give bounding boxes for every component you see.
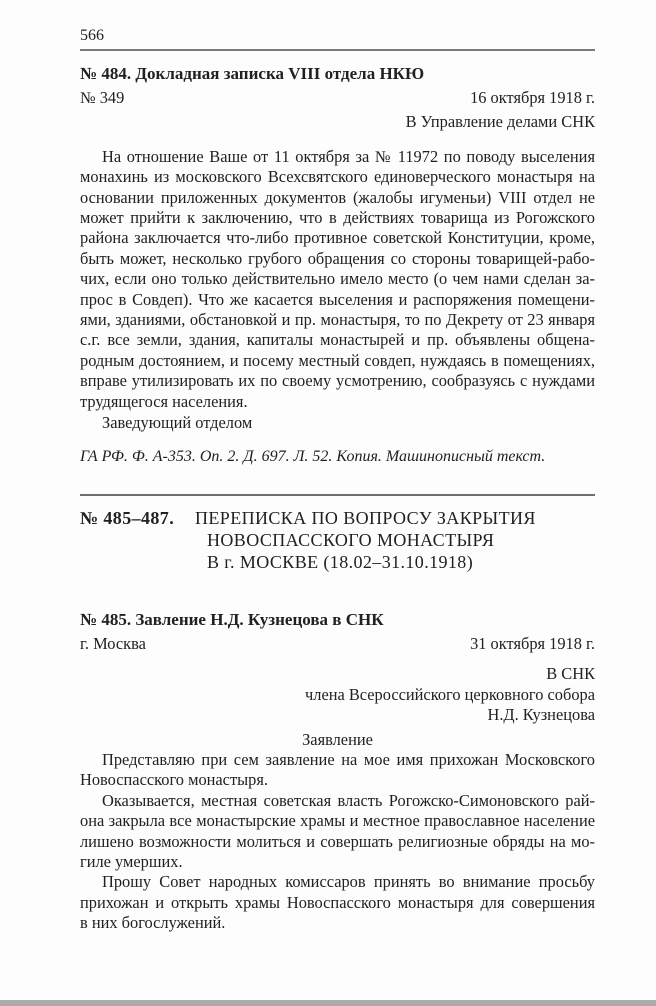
doc-485-meta-row bbox=[80, 634, 595, 654]
text-line: гиле умерших. bbox=[80, 851, 183, 871]
text-line: основании приложенных документов (жалобы игуменьи) VIII отдел не bbox=[80, 187, 595, 207]
doc-484-number: № 349 bbox=[80, 88, 125, 107]
text-line: Прошу Совет народных комиссаров принять во внимание просьбу bbox=[102, 872, 595, 892]
text-line: ями, зданиями, обстановкой и пр. монастыря, то по Декрету от 23 января bbox=[80, 310, 595, 330]
text-line: вправе утилизировать их по своему усмотрению, сообразуясь с нуждами bbox=[80, 371, 595, 391]
doc-485-paragraph-3 bbox=[80, 872, 595, 933]
doc-485-addressee bbox=[80, 664, 595, 725]
doc-485-paragraph-2 bbox=[80, 791, 595, 873]
text-line: быть может, несколько грубого обращения со стороны товарищей-рабо- bbox=[80, 248, 595, 268]
doc-485-place: г. Москва bbox=[80, 633, 146, 653]
text-line: с.г. все земли, здания, капиталы монастырей и пр. объявлены общена- bbox=[80, 330, 595, 350]
doc-484-meta-row bbox=[80, 88, 595, 108]
text-line: трудящегося населения. bbox=[80, 391, 248, 411]
doc-484-archive-reference: ГА РФ. Ф. А-353. Оп. 2. Д. 697. Л. 52. Копия. Машинописный текст. bbox=[80, 447, 546, 465]
section-title-line-2: НОВОСПАССКОГО МОНАСТЫРЯ bbox=[207, 529, 495, 550]
text-line: лишено возможности молиться и совершать религиозные обряды на мо- bbox=[80, 831, 595, 851]
text-line: может прийти к заключению, что в действиях товарища из Рогожского bbox=[80, 208, 595, 228]
section-title-line-1: ПЕРЕПИСКА ПО ВОПРОСУ ЗАКРЫТИЯ bbox=[195, 507, 536, 528]
text-line: она закрыла все монастырские храмы и местное православное население bbox=[80, 811, 595, 831]
doc-484-date: 16 октября 1918 г. bbox=[470, 88, 595, 107]
doc-485-heading: № 485. Завление Н.Д. Кузнецова в СНК bbox=[80, 609, 384, 629]
section-number: № 485–487. bbox=[80, 507, 175, 528]
text-line: В СНК bbox=[546, 664, 595, 684]
text-line: монахинь из московского Всехсвятского единоверческого монастыря на bbox=[80, 167, 595, 187]
text-line: прос в Совдеп). Что же касается выселения и распоряжения помещени- bbox=[80, 289, 595, 309]
document-485 bbox=[80, 609, 595, 934]
doc-485-paragraph-1 bbox=[80, 750, 595, 791]
text-line: родным достоянием, и посему местный совдеп, нуждаясь в помещениях, bbox=[80, 350, 595, 370]
doc-484-body bbox=[80, 147, 595, 412]
text-line: Новоспасского монастыря. bbox=[80, 770, 268, 790]
section-title-line-3: В г. МОСКВЕ (18.02–31.10.1918) bbox=[207, 551, 474, 572]
doc-484-addressee: В Управление делами СНК bbox=[405, 112, 595, 132]
text-line: чих, если оно только действительно имело место (о чем нами сделан за- bbox=[80, 269, 595, 289]
page-bottom-edge bbox=[0, 1000, 656, 1006]
header-rule bbox=[80, 49, 595, 51]
page-number: 566 bbox=[80, 27, 104, 44]
text-line: На отношение Ваше от 11 октября за № 11972 по поводу выселения bbox=[102, 146, 595, 166]
text-line: Н.Д. Кузнецова bbox=[487, 705, 595, 725]
text-line: члена Всероссийского церковного собора bbox=[305, 684, 595, 704]
section-485-487-heading bbox=[80, 507, 595, 573]
doc-484-signature: Заведующий отделом bbox=[102, 413, 253, 433]
text-line: Представляю при сем заявление на мое имя прихожан Московского bbox=[102, 749, 595, 769]
text-line: в них богослужений. bbox=[80, 913, 226, 933]
text-line: Оказывается, местная советская власть Рогожско-Симоновского рай- bbox=[102, 790, 595, 810]
doc-485-date: 31 октября 1918 г. bbox=[470, 633, 595, 653]
section-rule bbox=[80, 494, 595, 496]
document-484 bbox=[80, 63, 595, 467]
text-line: прихожан и открыть храмы Новоспасского монастыря для совершения bbox=[80, 892, 595, 912]
text-line: района заключается что-либо противное советской Конституции, кроме, bbox=[80, 228, 595, 248]
doc-485-subtitle: Заявление bbox=[302, 729, 373, 749]
doc-484-heading: № 484. Докладная записка VIII отдела НКЮ bbox=[80, 64, 425, 83]
section-title bbox=[195, 507, 536, 573]
